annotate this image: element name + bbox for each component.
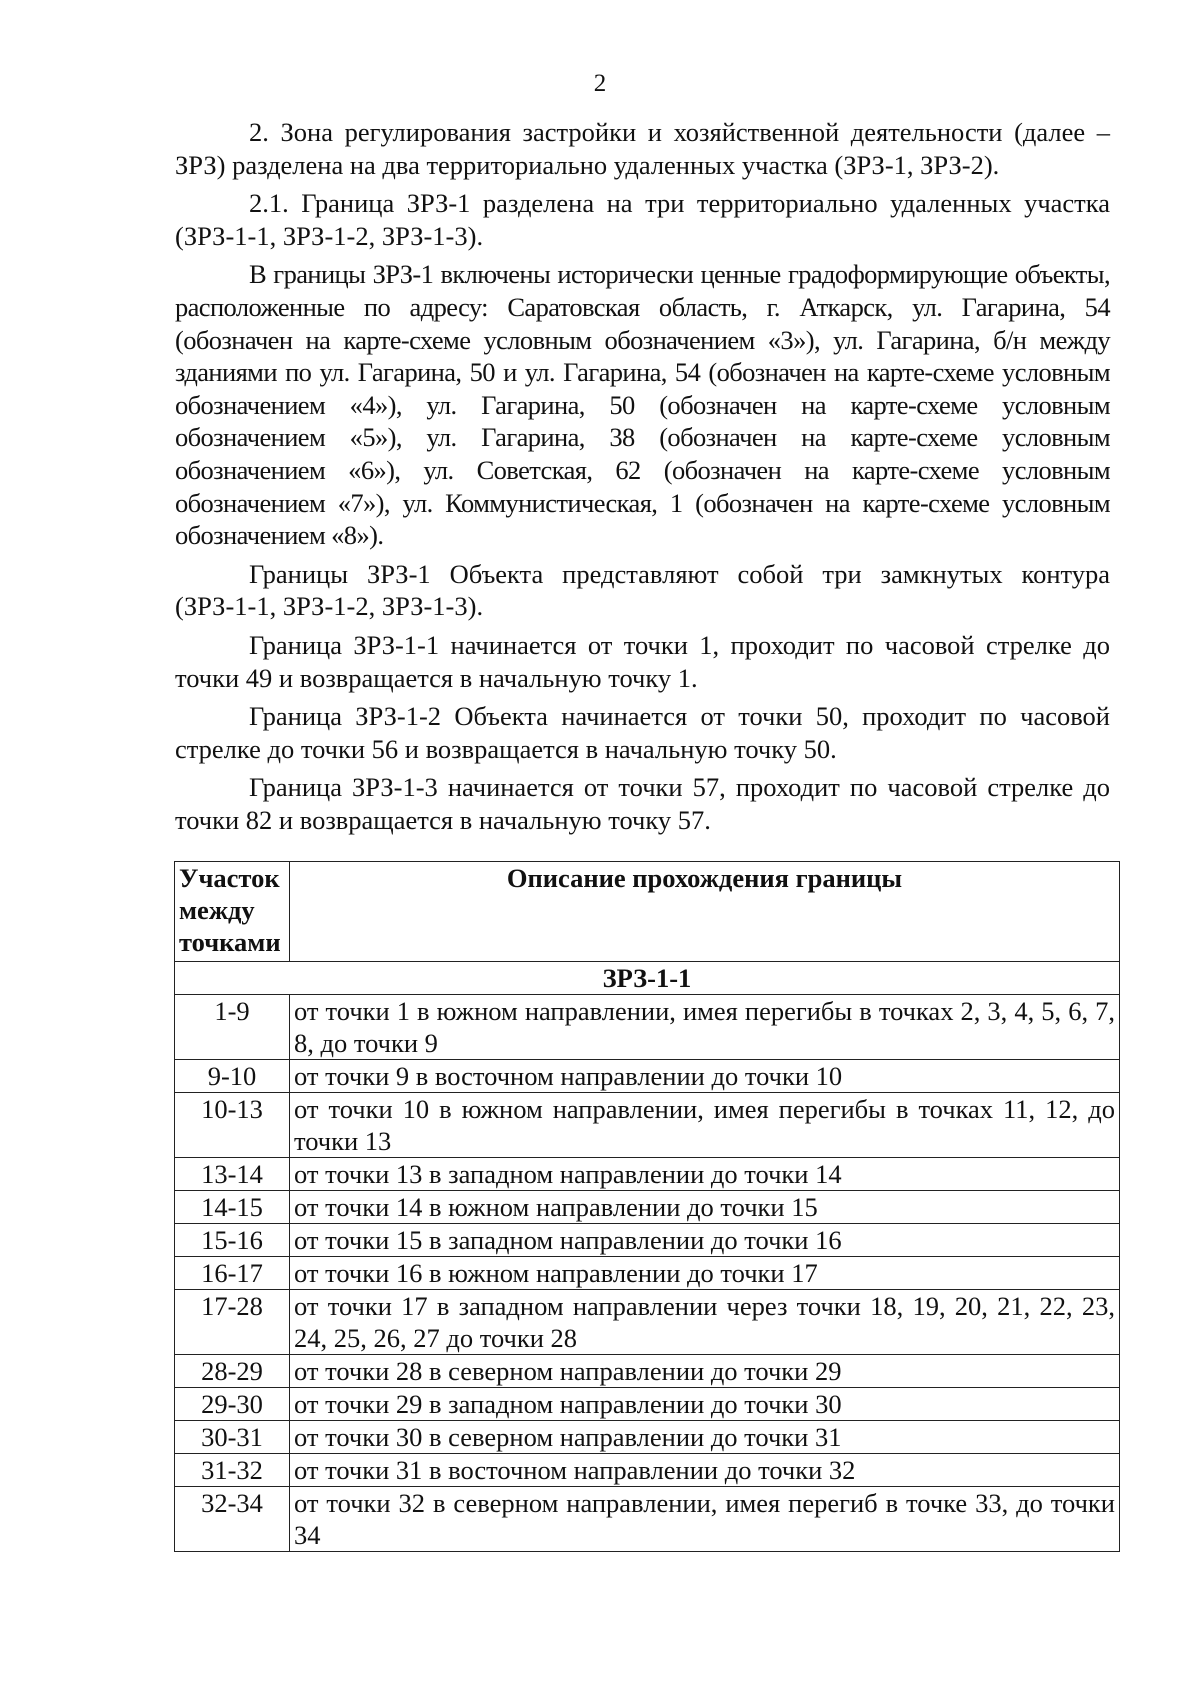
table-row [175,1355,1120,1388]
row-description: от точки 16 в южном направлении до точки 17 [290,1257,1120,1290]
row-description: от точки 30 в северном направлении до точки 31 [290,1421,1120,1454]
row-description: от точки 15 в западном направлении до точки 16 [290,1224,1120,1257]
paragraph-zrz1-objects: В границы ЗРЗ-1 включены исторически ценные градоформирующие объекты, расположенные по адресу: Саратовская область, г. Аткарск, ул. Гагарина, 54 (обозначен на карте-схеме условным обозначением «3»), ул. Гагарина, б/н между зданиями по ул. Гагарина, 50 и ул. Гагарина, 54 (обозначен на карте-схеме условным обозначением «4»), ул. Гагарина, 50 (обозначен на карте-схеме условным обозначением «5»), ул. Гагарина, 38 (обозначен на карте-схеме условным обозначением «6»), ул. Советская, 62 (обозначен на карте-схеме условным обозначением «7»), ул. Коммунистическая, 1 (обозначен на карте-схеме условным обозначением «8»). [175,259,1110,551]
row-description: от точки 29 в западном направлении до точки 30 [290,1388,1120,1421]
row-segment: 10-13 [175,1093,290,1158]
row-segment: 1-9 [175,995,290,1060]
table-row [175,1454,1120,1487]
header-segment: Участок между точками [175,862,290,962]
paragraph-zrz1-3-boundary: Граница ЗРЗ-1-3 начинается от точки 57, проходит по часовой стрелке до точки 82 и возвращается в начальную точку 57. [175,772,1110,835]
paragraph-zrz1-2-boundary: Граница ЗРЗ-1-2 Объекта начинается от точки 50, проходит по часовой стрелке до точки 56 и возвращается в начальную точку 50. [175,701,1110,764]
row-description: от точки 14 в южном направлении до точки 15 [290,1191,1120,1224]
table-row [175,995,1120,1060]
row-segment: 13-14 [175,1158,290,1191]
row-description: от точки 13 в западном направлении до точки 14 [290,1158,1120,1191]
row-segment: 32-34 [175,1487,290,1552]
row-description: от точки 9 в восточном направлении до точки 10 [290,1060,1120,1093]
page-number: 2 [593,70,607,97]
document-body [175,116,1110,842]
table-row [175,1158,1120,1191]
row-segment: 16-17 [175,1257,290,1290]
table-row [175,1421,1120,1454]
boundary-table [174,861,1120,1552]
paragraph-zrz1-contours: Границы ЗРЗ-1 Объекта представляют собой три замкнутых контура (ЗРЗ-1-1, ЗРЗ-1-2, ЗРЗ-1-3). [175,558,1110,622]
row-description: от точки 10 в южном направлении, имея перегибы в точках 11, 12, до точки 13 [290,1093,1120,1158]
section-title: ЗРЗ-1-1 [175,962,1120,995]
row-description: от точки 17 в западном направлении через точки 18, 19, 20, 21, 22, 23, 24, 25, 26, 27 до точки 28 [290,1290,1120,1355]
row-description: от точки 28 в северном направлении до точки 29 [290,1355,1120,1388]
table-header-row [175,862,1120,962]
row-segment: 14-15 [175,1191,290,1224]
row-segment: 30-31 [175,1421,290,1454]
paragraph-zrz1-1-boundary: Граница ЗРЗ-1-1 начинается от точки 1, проходит по часовой стрелке до точки 49 и возвращается в начальную точку 1. [175,629,1110,693]
row-segment: 28-29 [175,1355,290,1388]
row-description: от точки 31 в восточном направлении до точки 32 [290,1454,1120,1487]
row-segment: 29-30 [175,1388,290,1421]
row-segment: 15-16 [175,1224,290,1257]
row-description: от точки 1 в южном направлении, имея перегибы в точках 2, 3, 4, 5, 6, 7, 8, до точки 9 [290,995,1120,1060]
paragraph-zrz1-division: 2.1. Граница ЗРЗ-1 разделена на три территориально удаленных участка (ЗРЗ-1-1, ЗРЗ-1-2, ЗРЗ-1-3). [175,188,1110,251]
table-body [175,962,1120,1552]
table-row [175,1093,1120,1158]
row-segment: 31-32 [175,1454,290,1487]
paragraph-zrz-intro: 2. Зона регулирования застройки и хозяйственной деятельности (далее – ЗРЗ) разделена на два территориально удаленных участка (ЗРЗ-1, ЗРЗ-2). [175,117,1110,180]
row-segment: 9-10 [175,1060,290,1093]
row-description: от точки 32 в северном направлении, имея перегиб в точке 33, до точки 34 [290,1487,1120,1552]
table-row [175,1191,1120,1224]
row-segment: 17-28 [175,1290,290,1355]
table-row [175,1060,1120,1093]
table-row [175,1257,1120,1290]
table-row [175,1388,1120,1421]
section-row [175,962,1120,995]
table-row [175,1487,1120,1552]
table-row [175,1224,1120,1257]
table-row [175,1290,1120,1355]
header-description: Описание прохождения границы [290,862,1120,962]
